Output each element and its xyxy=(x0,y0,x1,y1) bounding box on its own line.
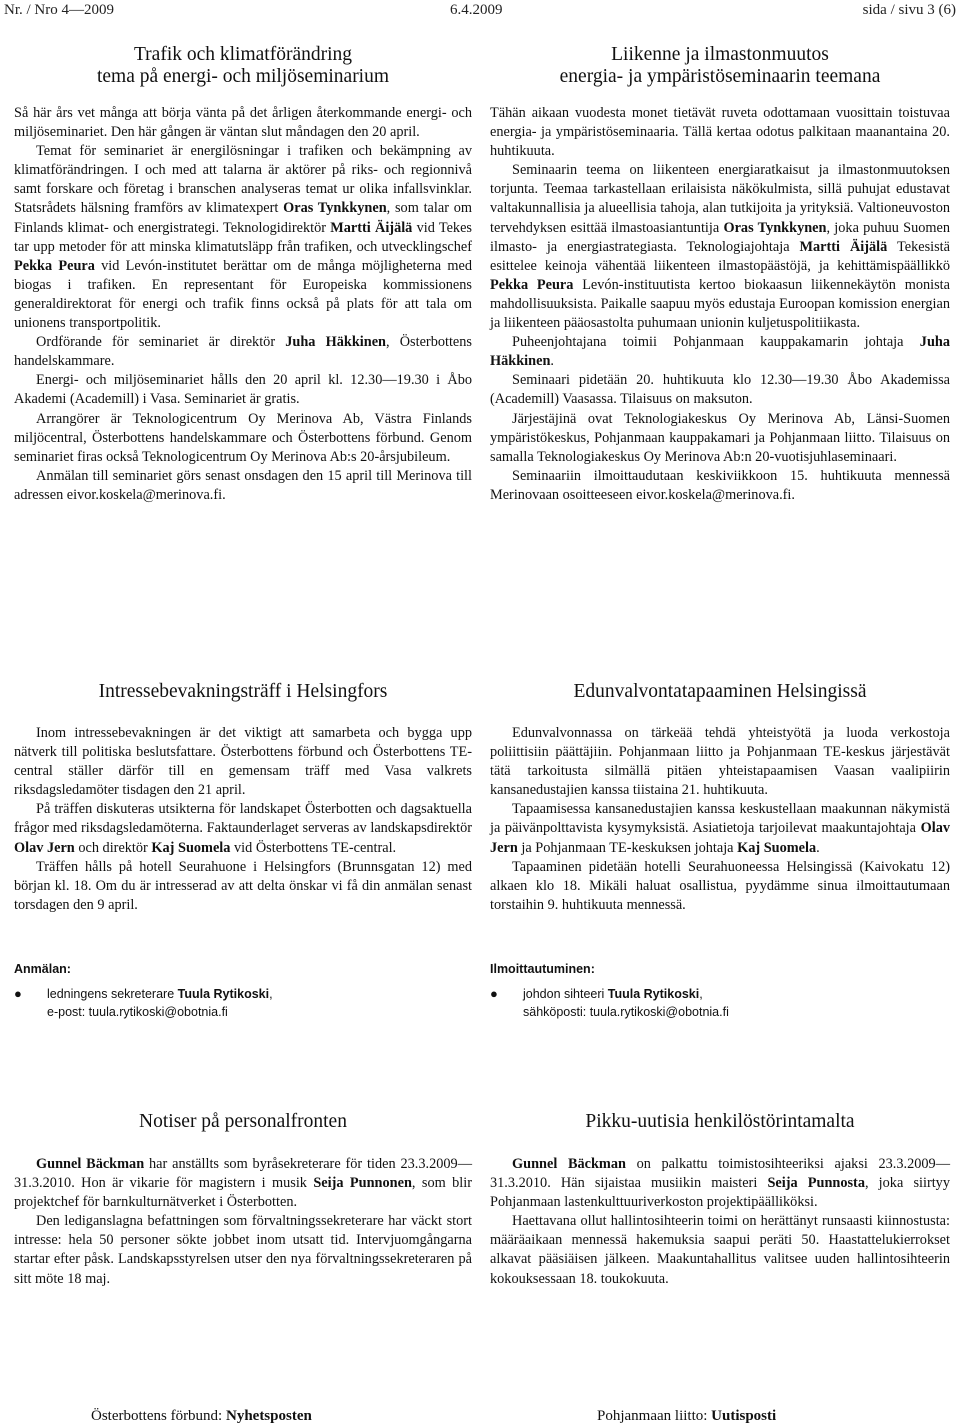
paragraph: Inom intressebevakningen är det viktigt att samarbeta och bygga upp nätverk till politiska beslutsfattare. Österbottens förbund och Österbottens TE-central ställer därför till en gemensam träff med Vasa valkrets riksdagsledamöter tisdagen den 21 april. xyxy=(14,725,472,799)
article-title-sv-3: Notiser på personalfronten xyxy=(139,1111,347,1132)
article-body-fi-3 xyxy=(490,1155,950,1289)
footer-publication-fi: Pohjanmaan liitto: Uutisposti xyxy=(597,1408,777,1424)
paragraph: Anmälan till seminariet görs senast onsdagen den 15 april till Merinova till adressen eivor.koskela@merinova.fi. xyxy=(14,467,472,503)
title-line: Trafik och klimatförändring xyxy=(133,44,353,65)
article-title-sv-1 xyxy=(14,44,472,88)
registration-label-sv: Anmälan: xyxy=(14,962,71,976)
title-line: tema på energi- och miljöseminarium xyxy=(96,66,390,87)
paragraph: Seminaariin ilmoittaudutaan keskiviikkoon 15. huhtikuuta mennessä Merinovaan osoitteeseen eivor.koskela@merinova.fi. xyxy=(490,467,950,503)
title-line: energia- ja ympäristöseminaarin teemana xyxy=(559,66,881,87)
bullet-icon: ● xyxy=(490,986,498,1001)
paragraph: Energi- och miljöseminariet hålls den 20 april kl. 12.30—19.30 i Åbo Akademi (Academill) i Vasa. Seminariet är gratis. xyxy=(14,372,472,408)
article-body-fi-1 xyxy=(490,104,950,505)
paragraph: På träffen diskuteras utsikterna för landskapet Österbotten och dagsaktuella frågor med riksdagsledamöterna. Faktaunderlaget serveras av landskapsdirektör Olav Jern och direktör Kaj Suomela vid Österbottens TE-central. xyxy=(14,801,472,856)
paragraph: Seminaarin teema on liikenteen energiaratkaisut ja ilmastonmuutoksen torjunta. Teemaa tarkastellaan erilaisista näkökulmista, sillä puhujat edustavat valtakunnallisia ja alueellisia tahoja, alan tutkijoita ja yrityksiä. Valtioneuvoston tervehdyksen esittää ilmastoasiantuntija Oras Tynkkynen, joka puhuu Suomen ilmasto- ja energiastrategiasta. Teknologiajohtaja Martti Äijälä Tekesistä esittelee keinoja vähentää liikenteen ilmastopäästöjä, ja kehittämispäällikkö Pekka Peura Levón-instituutista kertoo biokaasun liikennekäytön monista mahdollisuuksista. Paikalle saapuu myös edustaja Euroopan komission energian ja liikenteen pääosastolta puhumaan unionin kuljetuspolitiikasta. xyxy=(490,162,951,332)
paragraph: Tapaaminen pidetään hotelli Seurahuoneessa Helsingissä (Kaivokatu 12) alkaen klo 18. Mikäli haluat osallistua, pyydämme sinua ilmoittautumaan torstaihin 9. huhtikuuta mennessä. xyxy=(490,858,950,913)
article-title-fi-3: Pikku-uutisia henkilöstörintamalta xyxy=(585,1111,855,1132)
paragraph: Järjestäjinä ovat Teknologiakeskus Oy Merinova Ab, Länsi-Suomen ympäristökeskus, Pohjanmaan kauppakamari ja Pohjanmaan liitto. Tilaisuus on samalla Teknologiakeskus Oy Merinova Ab:n 20-vuotisjuhlaseminaari. xyxy=(490,410,950,465)
registration-label-fi: Ilmoittautuminen: xyxy=(490,962,595,976)
contact-text: johdon sihteeri Tuula Rytikoski, sähköposti: tuula.rytikoski@obotnia.fi xyxy=(523,987,729,1019)
paragraph: Tähän aikaan vuodesta monet tietävät ruveta odottamaan vuosittain toistuvaa energia- ja ympäristöseminaaria. Tällä kertaa odotus palkitaan maanantaina 20. huhtikuuta. xyxy=(490,105,950,160)
contact-text: ledningens sekreterare Tuula Rytikoski, e-post: tuula.rytikoski@obotnia.fi xyxy=(47,987,273,1019)
article-body-sv-1 xyxy=(14,104,472,505)
article-body-fi-2 xyxy=(490,724,950,915)
page-number: sida / sivu 3 (6) xyxy=(862,2,956,18)
paragraph: Så här års vet många att börja vänta på det årligen återkommande energi- och miljöseminariet. Den här gången är väntan slut måndagen den 20 april. xyxy=(14,105,472,141)
article-body-sv-3 xyxy=(14,1155,472,1289)
title-line: Liikenne ja ilmastonmuutos xyxy=(611,44,829,65)
paragraph: Tapaamisessa kansanedustajien kanssa keskustellaan maakunnan näkymistä ja päivänpolttavista kysymyksistä. Asiatietoja tarjoilevat maakuntajohtaja Olav Jern ja Pohjanmaan TE-keskuksen johtaja Kaj Suomela. xyxy=(490,801,950,856)
footer-publication-sv: Österbottens förbund: Nyhetsposten xyxy=(91,1408,312,1424)
issue-number: Nr. / Nro 4—2009 xyxy=(4,2,114,18)
paragraph: Gunnel Bäckman on palkattu toimistosihteeriksi ajaksi 23.3.2009—31.3.2010. Hän sijaistaa musiikin maisteri Seija Punnosta, joka siirtyy Pohjanmaan lastenkulttuuriverkoston projektipäälliköksi. xyxy=(490,1156,950,1211)
paragraph: Den lediganslagna befattningen som förvaltningssekreterare har väckt stort intresse: hela 50 personer sökte jobbet inom utsatt tid. Intervjuomgångarna startar efter påsk. Landskapsstyrelsen utser den nya förvaltningssekreteraren på sitt möte 18 maj. xyxy=(14,1213,472,1287)
issue-date: 6.4.2009 xyxy=(450,2,503,18)
paragraph: Ordförande för seminariet är direktör Juha Häkkinen, Österbottens handelskammare. xyxy=(14,334,472,370)
paragraph: Gunnel Bäckman har anställts som byråsekreterare för tiden 23.3.2009—31.3.2010. Hon är vikarie för magistern i musik Seija Punnonen, som blir projektchef för barnkulturnätverket i Österbotten. xyxy=(14,1156,472,1211)
paragraph: Edunvalvonnassa on tärkeää tehdä yhteistyötä ja luoda verkostoja poliittisiin päättäjiin. Pohjanmaan liitto ja Pohjanmaan TE-keskus järjestävät tätä tarkoitusta silmällä pitäen yhteistapaamisen Vaasan vaalipiirin kansanedustajien kanssa tiistaina 21. huhtikuuta. xyxy=(490,725,950,799)
paragraph: Temat för seminariet är energilösningar i trafiken och bekämpning av klimatförändringen. I och med att talarna är aktörer på riks- och regionnivå samt forskare och företag i branschen analyseras temat ur olika infallsvinklar. Statsrådets hälsning framförs av klimatexpert Oras Tynkkynen, som talar om Finlands klimat- och energistrategi. Teknologidirektör Martti Äijälä vid Tekes tar upp metoder för att minska klimatutsläpp från trafiken, och utvecklingschef Pekka Peura vid Levón-institutet berättar om de många möjligheterna med biogas i trafiken. En representant för Europeiska kommissionens generaldirektorat för energi och trafik finns också på plats för att tala om unionens transportpolitik. xyxy=(14,143,472,332)
paragraph: Haettavana ollut hallintosihteerin toimi on herättänyt runsaasti kiinnostusta: määräaikaan mennessä hakemuksia saapui peräti 50. Haastattelukierrokset alkavat pääsiäisen jälkeen. Maakuntahallitus valitsee uuden hallintosihteerin kokouksessaan 18. toukokuuta. xyxy=(490,1213,950,1287)
paragraph: Träffen hålls på hotell Seurahuone i Helsingfors (Brunnsgatan 12) med början kl. 18. Om du är intresserad av att delta önskar vi få din anmälan senast torsdagen den 9 april. xyxy=(14,858,472,913)
article-title-sv-2: Intressebevakningsträff i Helsingfors xyxy=(98,681,388,702)
bullet-icon: ● xyxy=(14,986,22,1001)
paragraph: Arrangörer är Teknologicentrum Oy Merinova Ab, Västra Finlands miljöcentral, Österbottens handelskammare och Österbottens förbund. Genom seminariet firas också Teknologicentrum Oy Merinova Ab:s 20-årsjubileum. xyxy=(14,410,472,465)
paragraph: Puheenjohtajana toimii Pohjanmaan kauppakamarin johtaja Juha Häkkinen. xyxy=(490,334,950,370)
article-body-sv-2 xyxy=(14,724,472,915)
page-header xyxy=(0,0,960,22)
paragraph: Seminaari pidetään 20. huhtikuuta klo 12.30—19.30 Åbo Akademissa (Academill) Vaasassa. Tilaisuus on maksuton. xyxy=(490,372,950,408)
article-title-fi-1 xyxy=(490,44,950,88)
article-title-fi-2: Edunvalvontatapaaminen Helsingissä xyxy=(573,681,867,702)
